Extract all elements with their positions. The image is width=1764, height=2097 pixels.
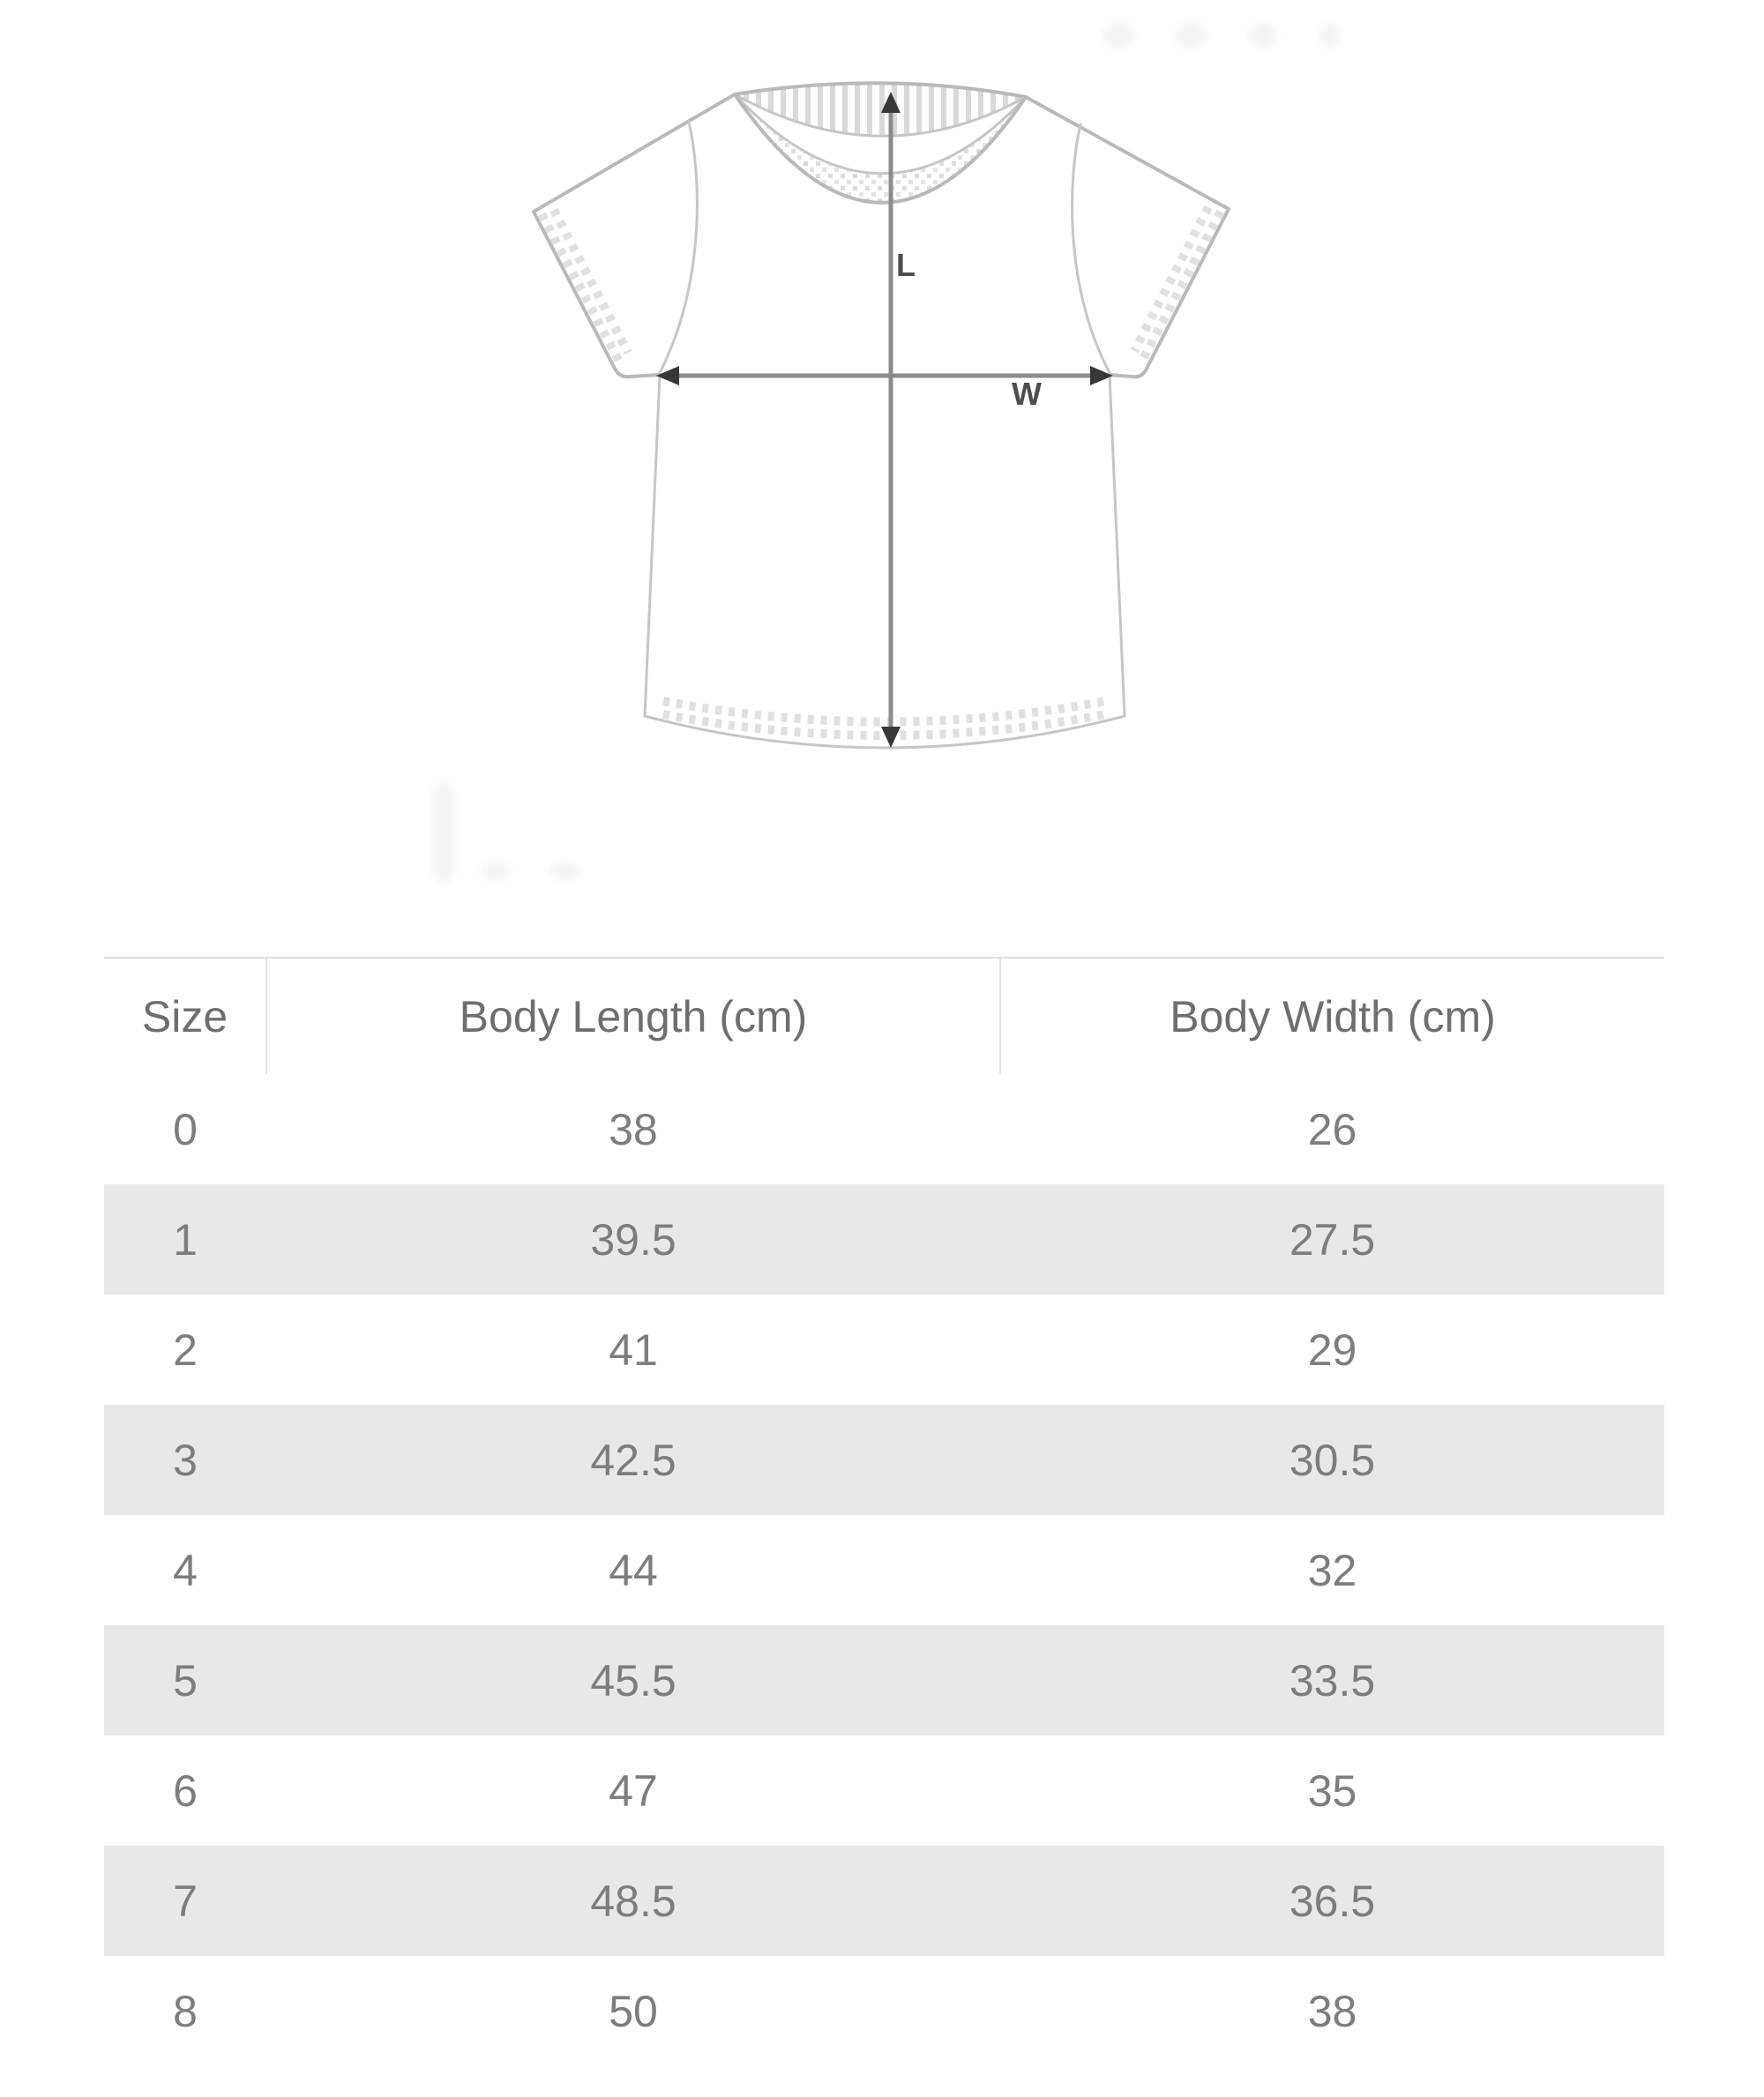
- tshirt-measurement-diagram: [0, 0, 1764, 935]
- table-row: [104, 1735, 1664, 1846]
- table-cell: 39.5: [590, 1214, 676, 1265]
- table-row: [104, 1625, 1664, 1735]
- tshirt-outline: [534, 83, 1229, 748]
- length-label: L: [896, 247, 916, 283]
- table-cell: 27.5: [1289, 1214, 1376, 1265]
- table-cell: 42.5: [590, 1435, 676, 1485]
- width-label: W: [1012, 376, 1042, 412]
- table-row: [104, 1074, 1664, 1184]
- table-cell: 38: [609, 1104, 658, 1154]
- table-row: [104, 1956, 1664, 2066]
- table-cell: 26: [1307, 1104, 1357, 1154]
- table-cell: 47: [609, 1765, 658, 1816]
- table-body: [104, 1074, 1664, 2066]
- tshirt-diagram-svg: [0, 0, 1764, 935]
- size-chart-table: [104, 957, 1664, 2066]
- table-row: [104, 1295, 1664, 1405]
- table-cell: 29: [1307, 1325, 1357, 1375]
- table-cell: 36.5: [1289, 1876, 1376, 1926]
- table-cell: 35: [1307, 1765, 1357, 1816]
- table-cell: 45.5: [590, 1655, 676, 1705]
- table-cell: 7: [173, 1876, 198, 1926]
- table-cell: 2: [173, 1325, 198, 1375]
- table-cell: 0: [173, 1104, 198, 1154]
- table-cell: 8: [173, 1986, 198, 2036]
- table-row: [104, 1846, 1664, 1956]
- column-header: Body Length (cm): [266, 958, 1000, 1074]
- table-cell: 33.5: [1289, 1655, 1376, 1705]
- table-cell: 30.5: [1289, 1435, 1376, 1485]
- table-cell: 48.5: [590, 1876, 676, 1926]
- table-cell: 3: [173, 1435, 198, 1485]
- table-cell: 32: [1307, 1545, 1357, 1595]
- table-row: [104, 1405, 1664, 1515]
- table-row: [104, 1515, 1664, 1625]
- table-cell: 44: [609, 1545, 658, 1595]
- table-cell: 41: [609, 1325, 658, 1375]
- header-row: [104, 958, 1664, 1074]
- table-row: [104, 1184, 1664, 1295]
- table-cell: 50: [609, 1986, 658, 2036]
- table-cell: 38: [1307, 1986, 1357, 2036]
- table-cell: 5: [173, 1655, 198, 1705]
- table-cell: 4: [173, 1545, 198, 1595]
- column-header: Body Width (cm): [1000, 958, 1664, 1074]
- table-cell: 6: [173, 1765, 198, 1816]
- column-header: Size: [141, 991, 228, 1041]
- table-cell: 1: [173, 1214, 198, 1265]
